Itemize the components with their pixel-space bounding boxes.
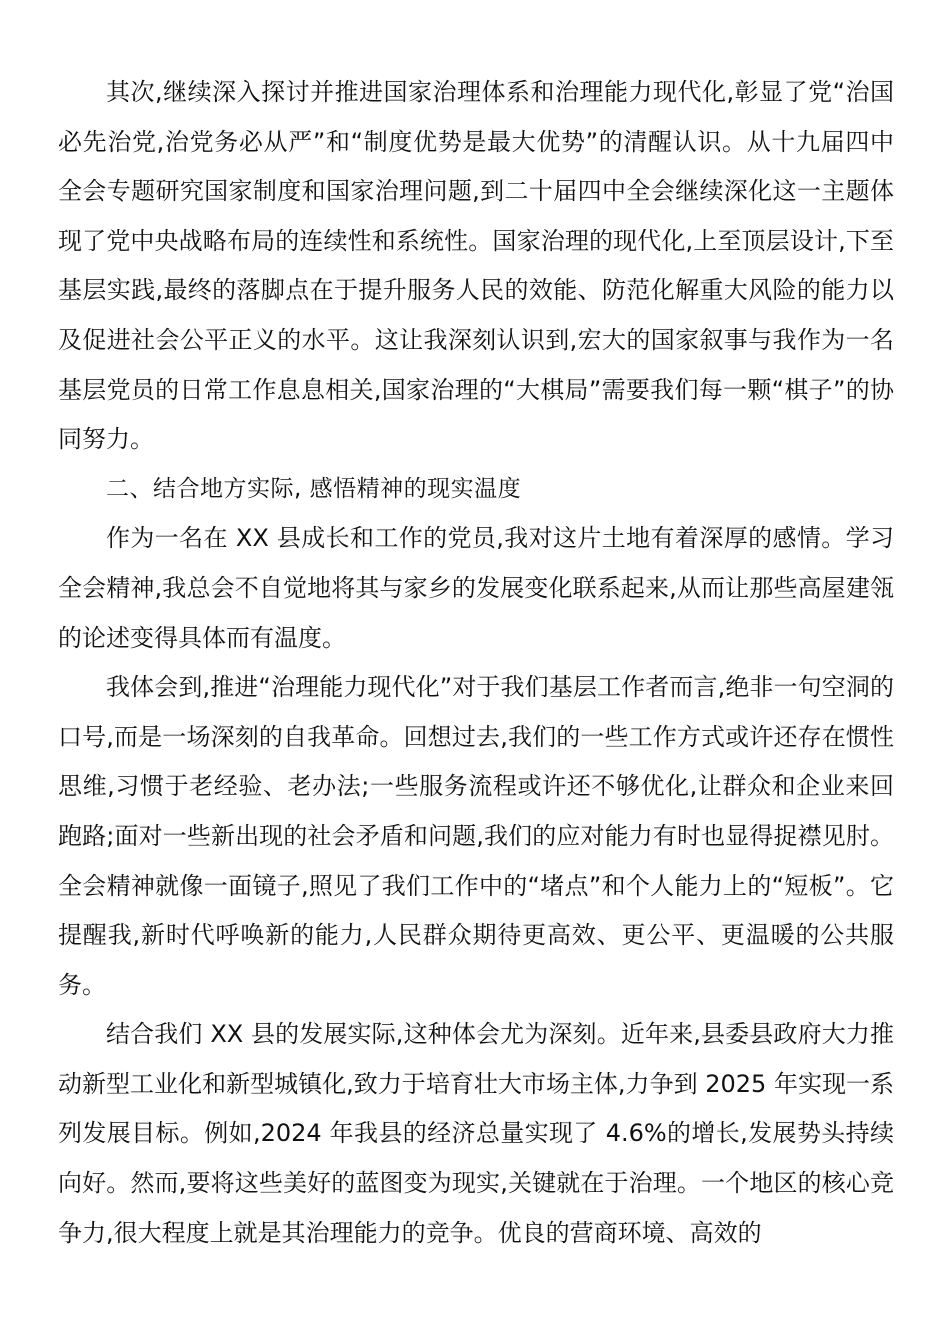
paragraph-self-revolution: 我体会到,推进“治理能力现代化”对于我们基层工作者而言,绝非一句空洞的口号,而是一场深刻的自我革命。回想过去,我们的一些工作方式或许还存在惯性思维,习惯于老经验、老办法;一些服务流程或许还不够优化,让群众和企业来回跑路;面对一些新出现的社会矛盾和问题,我们的应对能力有时也显得捉襟见肘。全会精神就像一面镜子,照见了我们工作中的“堵点”和个人能力上的“短板”。它提醒我,新时代呼唤新的能力,人民群众期待更高效、更公平、更温暖的公共服务。 bbox=[58, 673, 894, 999]
paragraph-local-affection: 作为一名在 XX 县成长和工作的党员,我对这片土地有着深厚的感情。学习全会精神,我总会不自觉地将其与家乡的发展变化联系起来,从而让那些高屋建瓴的论述变得具体而有温度。 bbox=[58, 524, 894, 652]
paragraph-county-development: 结合我们 XX 县的发展实际,这种体会尤为深刻。近年来,县委县政府大力推动新型工业化和新型城镇化,致力于培育壮大市场主体,力争到 2025 年实现一系列发展目标。例如,2024 年我县的经济总量实现了 4.6%的增长,发展势头持续向好。然而,要将这些美好的蓝图变为现实,关键就在于治理。一个地区的核心竞争力,很大程度上就是其治理能力的竞争。优良的营商环境、高效的 bbox=[58, 1020, 894, 1247]
paragraph-governance-modernization: 其次,继续深入探讨并推进国家治理体系和治理能力现代化,彰显了党“治国必先治党,治党务必从严”和“制度优势是最大优势”的清醒认识。从十九届四中全会专题研究国家制度和国家治理问题,到二十届四中全会继续深化这一主题体现了党中央战略布局的连续性和系统性。国家治理的现代化,上至顶层设计,下至基层实践,最终的落脚点在于提升服务人民的效能、防范化解重大风险的能力以及促进社会公平正义的水平。这让我深刻认识到,宏大的国家叙事与我作为一名基层党员的日常工作息息相关,国家治理的“大棋局”需要我们每一颗“棋子”的协同努力。 bbox=[58, 78, 894, 454]
section-heading: 二、结合地方实际, 感悟精神的现实温度 bbox=[106, 475, 522, 502]
document-page bbox=[58, 68, 894, 1258]
